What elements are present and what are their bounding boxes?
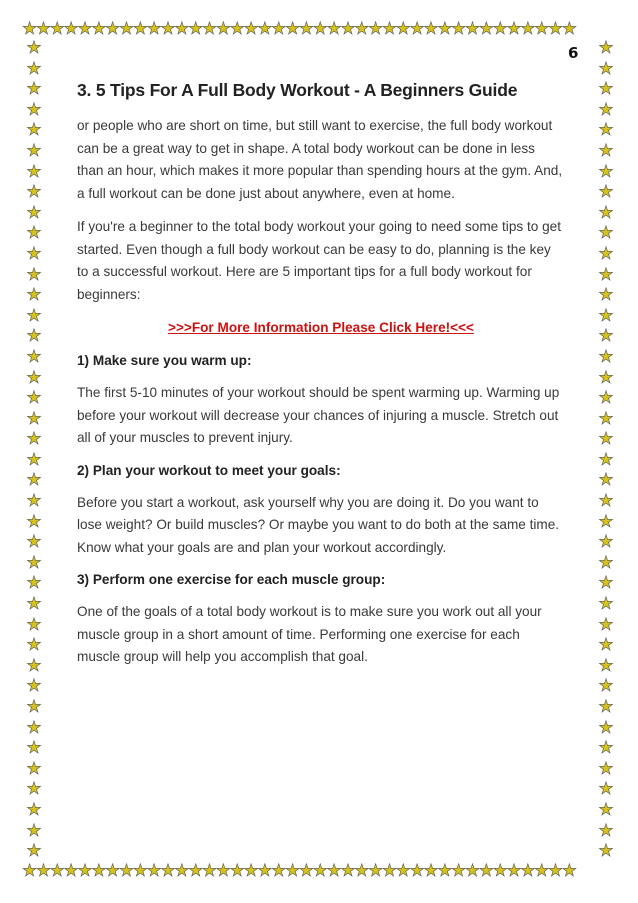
tip-3-body: One of the goals of a total body workout is to make sure you work out all your muscle group in a short amount of time. Performing one exercise for each muscle group will help you accomplish that goal. [77, 604, 542, 664]
tip-2-body: Before you start a workout, ask yourself why you are doing it. Do you want to lose weight? Or build muscles? Or maybe you want to do both at the same time. Know what your goals are and plan your workout accordingly. [77, 494, 560, 555]
intro-paragraph-2: If you're a beginner to the total body workout your going to need some tips to get started. Even though a full body workout can be easy to do, planning is the key to a successful workout. Here are 5 important tips for a full body workout for beginners: [77, 219, 561, 302]
intro-paragraph: or people who are short on time, but still want to exercise, the full body workout can be a great way to get in shape. A total body workout can be done in less than an hour, which makes it more popular than spending hours at the gym. And, a full workout can be done just about anywhere, even at home. [77, 118, 563, 201]
tip-3-title: 3) Perform one exercise for each muscle group: [77, 572, 386, 587]
tip-1-body: The first 5-10 minutes of your workout should be spent warming up. Warming up before your workout will decrease your chances of injuring a muscle. Stretch out all of your muscles to prevent injury. [77, 385, 560, 445]
tip-2-title: 2) Plan your workout to meet your goals: [77, 462, 341, 478]
article-content [77, 80, 565, 680]
star-border-top: ★★★★★★★★★★★★★★★★★★★★★★★★★★★★★★★★★★★★★★★★ [22, 21, 576, 39]
star-border-left: ★★★★★★★★★★★★★★★★★★★★★★★★★★★★★★★★★★★★★★★★ [26, 38, 42, 862]
star-border-bottom: ★★★★★★★★★★★★★★★★★★★★★★★★★★★★★★★★★★★★★★★★ [22, 863, 576, 881]
article-heading: 3. 5 Tips For A Full Body Workout - A Beginners Guide [77, 80, 518, 100]
more-info-link-line [77, 317, 565, 339]
tip-1-title: 1) Make sure you warm up: [77, 353, 252, 368]
more-info-link[interactable]: >>>For More Information Please Click Here!<<< [168, 320, 474, 335]
page-number: 6 [568, 44, 579, 62]
star-border-right: ★★★★★★★★★★★★★★★★★★★★★★★★★★★★★★★★★★★★★★★★ [598, 38, 614, 862]
